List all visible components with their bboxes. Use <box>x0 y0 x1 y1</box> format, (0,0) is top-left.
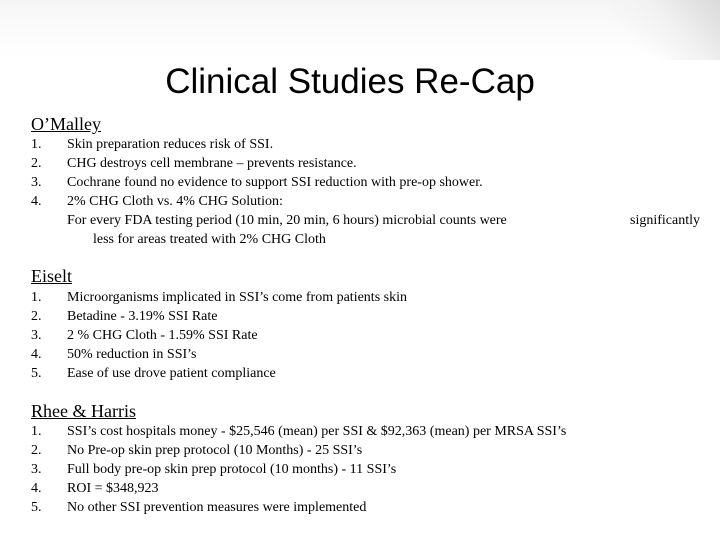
list-item <box>31 364 720 383</box>
item-number: 5. <box>31 500 42 515</box>
item-text: No other SSI prevention measures were implemented <box>67 500 367 515</box>
item-text: Ease of use drove patient compliance <box>67 366 276 381</box>
list-item-continuation <box>31 230 720 249</box>
corner-decoration <box>610 0 720 60</box>
list-item <box>31 441 720 460</box>
list-item <box>31 288 720 307</box>
item-number: 1. <box>31 137 42 152</box>
item-text: No Pre-op skin prep protocol (10 Months) - 25 SSI’s <box>67 443 363 458</box>
item-number: 3. <box>31 175 42 190</box>
item-text: CHG destroys cell membrane – prevents resistance. <box>67 156 357 171</box>
list-item <box>31 422 720 441</box>
item-text: Full body pre-op skin prep protocol (10 months) - 11 SSI’s <box>67 462 397 477</box>
item-number: 5. <box>31 366 42 381</box>
item-number: 3. <box>31 328 42 343</box>
item-text: 2% CHG Cloth vs. 4% CHG Solution: <box>67 194 283 209</box>
item-text: Cochrane found no evidence to support SSI reduction with pre-op shower. <box>67 175 483 190</box>
list-item <box>31 135 720 154</box>
list-item <box>31 307 720 326</box>
item-text: SSI’s cost hospitals money - $25,546 (mean) per SSI & $92,363 (mean) per MRSA SSI’s <box>67 424 567 439</box>
item-number: 2. <box>31 443 42 458</box>
item-number: 3. <box>31 462 42 477</box>
item-number: 4. <box>31 481 42 496</box>
list-item <box>31 479 720 498</box>
item-number: 4. <box>31 347 42 362</box>
list-item <box>31 460 720 479</box>
list-item <box>31 345 720 364</box>
list-item <box>31 192 720 211</box>
list-item <box>31 326 720 345</box>
item-number: 4. <box>31 194 42 209</box>
item-number: 2. <box>31 156 42 171</box>
list-item <box>31 173 720 192</box>
list-item-extra <box>31 211 720 230</box>
section-heading-omalley: O’Malley <box>31 114 101 134</box>
item-number: 2. <box>31 309 42 324</box>
item-text: 2 % CHG Cloth - 1.59% SSI Rate <box>67 328 258 343</box>
item-text: less for areas treated with 2% CHG Cloth <box>93 232 326 247</box>
item-text: Microorganisms implicated in SSI’s come from patients skin <box>67 290 407 305</box>
item-text: ROI = $348,923 <box>67 481 159 496</box>
item-number: 1. <box>31 424 42 439</box>
item-text-far: significantly <box>630 213 700 228</box>
item-number: 1. <box>31 290 42 305</box>
item-text: Betadine - 3.19% SSI Rate <box>67 309 218 324</box>
section-heading-rhee-harris: Rhee & Harris <box>31 401 136 421</box>
section-heading-eiselt: Eiselt <box>31 266 72 286</box>
list-item <box>31 154 720 173</box>
item-text: 50% reduction in SSI’s <box>67 347 197 362</box>
slide-title: Clinical Studies Re-Cap <box>165 62 535 101</box>
list-item <box>31 498 720 517</box>
item-text: Skin preparation reduces risk of SSI. <box>67 137 274 152</box>
item-text: For every FDA testing period (10 min, 20 min, 6 hours) microbial counts were <box>67 213 507 228</box>
